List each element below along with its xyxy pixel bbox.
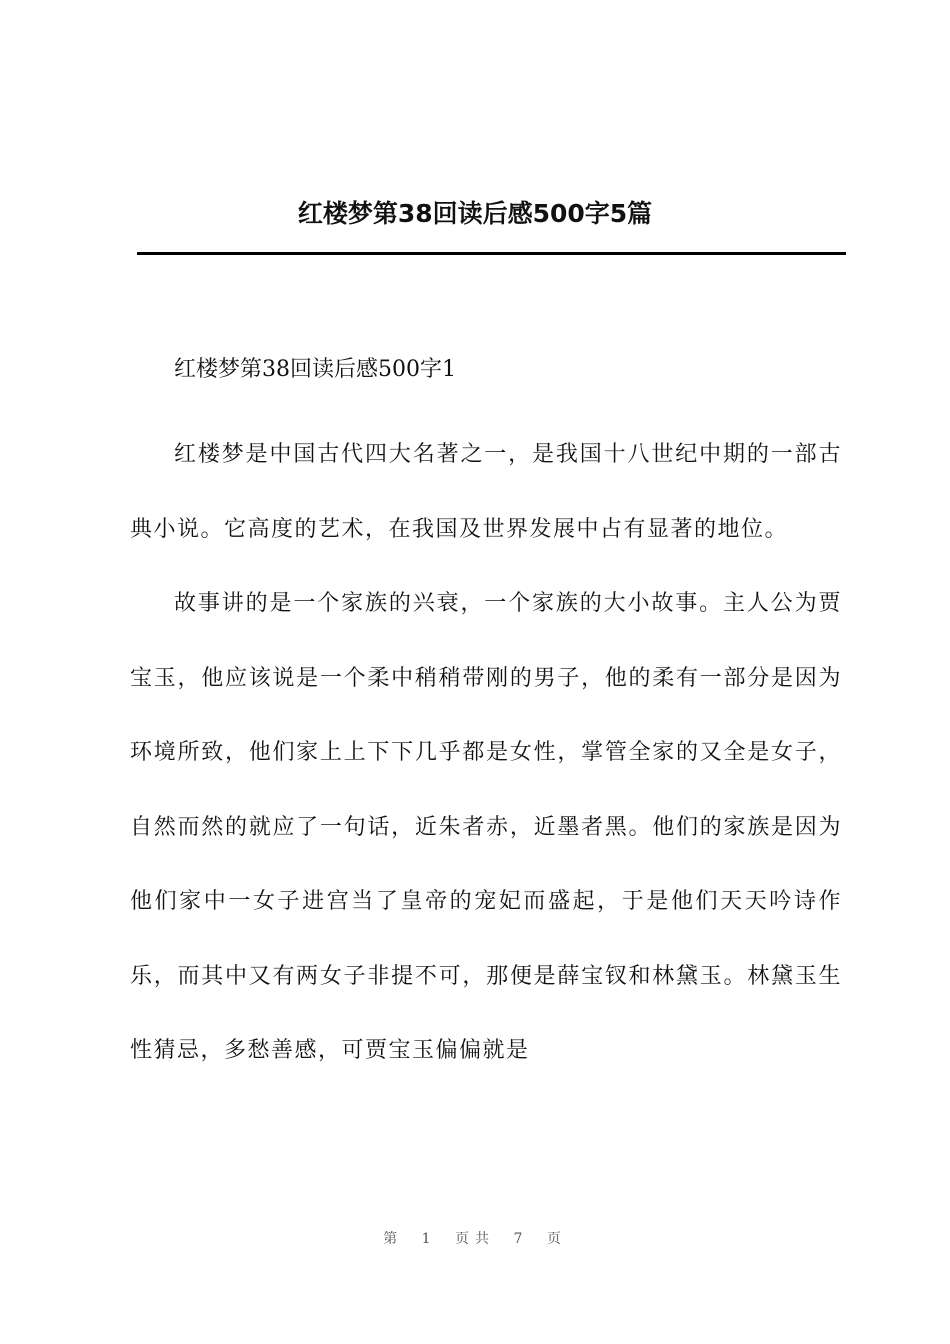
document-title: 红楼梦第38回读后感500字5篇 (297, 199, 653, 228)
footer-middle: 页共 (455, 1231, 495, 1247)
page-footer (0, 1228, 950, 1248)
footer-suffix: 页 (546, 1231, 567, 1247)
footer-total-pages: 7 (513, 1231, 529, 1247)
paragraph-1: 红楼梦是中国古代四大名著之一，是我国十八世纪中期的一部古典小说。它高度的艺术，在我国及世界发展中占有显著的地位。 (130, 442, 842, 542)
paragraph-2: 故事讲的是一个家族的兴衰，一个家族的大小故事。主人公为贾宝玉，他应该说是一个柔中稍稍带刚的男子，他的柔有一部分是因为环境所致，他们家上上下下几乎都是女性，掌管全家的又全是女子，自然而然的就应了一句话，近朱者赤，近墨者黑。他们的家族是因为他们家中一女子进宫当了皇帝的宠妃而盛起，于是他们天天吟诗作乐，而其中又有两女子非提不可，那便是薛宝钗和林黛玉。林黛玉生性猜忌，多愁善感，可贾宝玉偏偏就是 (130, 591, 842, 1063)
footer-prefix: 第 (383, 1231, 404, 1247)
section-heading: 红楼梦第38回读后感500字1 (174, 357, 456, 382)
document-body (130, 344, 842, 1089)
title-underline (137, 252, 846, 255)
footer-current-page: 1 (421, 1231, 437, 1247)
